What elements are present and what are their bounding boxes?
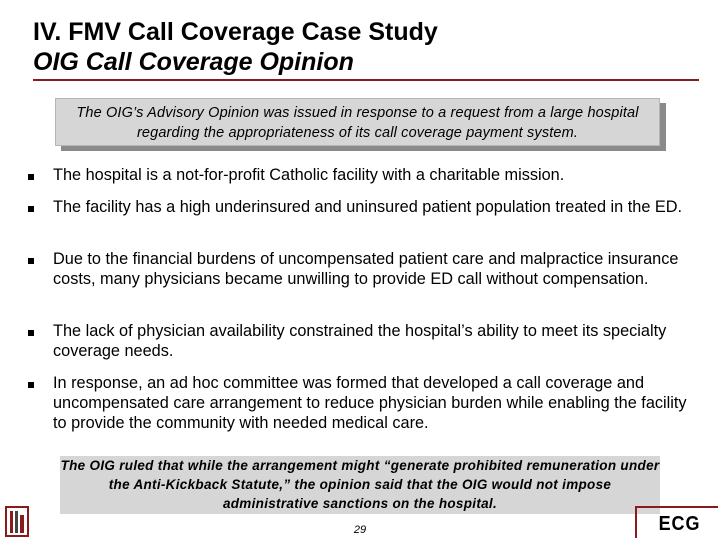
title-divider	[33, 79, 699, 81]
intro-callout: The OIG’s Advisory Opinion was issued in response to a request from a large hospital regarding the appropriateness of its call coverage payment system.	[55, 98, 660, 146]
bullet-text: In response, an ad hoc committee was formed that developed a call coverage and uncompensated care arrangement to reduce physician burden while enabling the facility to provide the community with needed medical care.	[53, 374, 687, 432]
slide-title: IV. FMV Call Coverage Case Study	[33, 18, 438, 46]
bullet-text: The lack of physician availability constrained the hospital’s ability to meet its specialty coverage needs.	[53, 322, 667, 360]
bullet-item	[0, 249, 720, 321]
bullet-text: The hospital is a not-for-profit Catholic facility with a charitable mission.	[53, 166, 565, 184]
bullet-item	[0, 321, 720, 373]
bullet-item	[0, 373, 720, 437]
bullet-text: The facility has a high underinsured and uninsured patient population treated in the ED.	[53, 198, 683, 216]
page-number: 29	[353, 524, 367, 536]
slide-subtitle: OIG Call Coverage Opinion	[33, 48, 354, 76]
ecg-logo-text: ECG	[658, 513, 700, 535]
bullet-item	[0, 197, 720, 249]
corner-logo-icon	[5, 505, 29, 537]
bullet-square-icon	[28, 258, 34, 264]
ecg-logo	[632, 505, 720, 540]
bullet-square-icon	[28, 206, 34, 212]
bullet-square-icon	[28, 330, 34, 336]
bullet-text: Due to the financial burdens of uncompensated patient care and malpractice insurance costs, many physicians became unwilling to provide ED call without compensation.	[53, 250, 679, 288]
bullet-item	[0, 165, 720, 197]
conclusion-callout: The OIG ruled that while the arrangement might “generate prohibited remuneration under the Anti-Kickback Statute,” the opinion said that the OIG would not impose administrative sanctions on the hospital.	[60, 456, 660, 514]
bullet-square-icon	[28, 382, 34, 388]
bullet-list	[0, 165, 720, 437]
bullet-square-icon	[28, 174, 34, 180]
